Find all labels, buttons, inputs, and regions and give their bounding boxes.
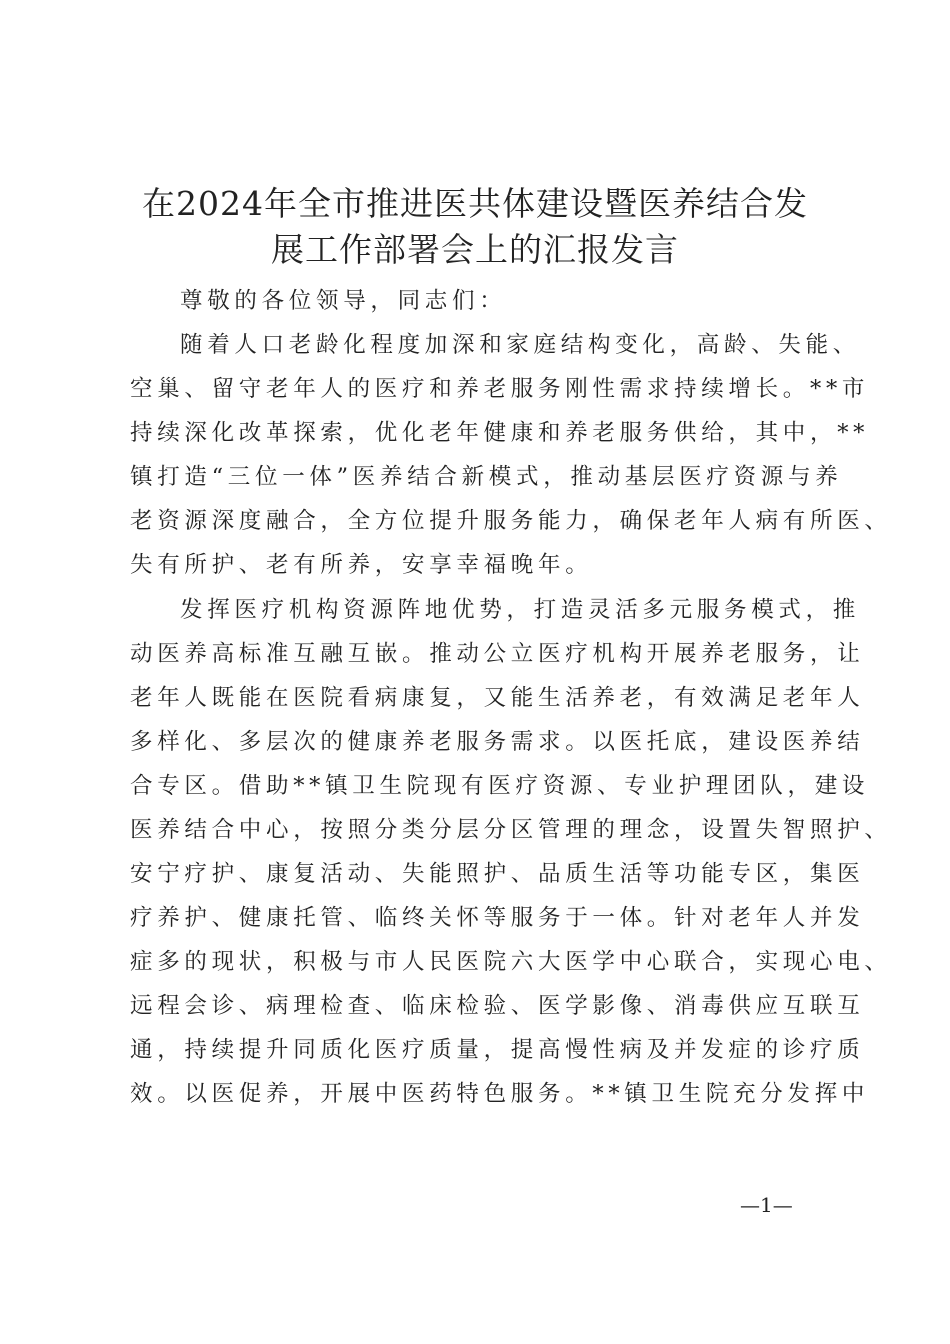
document-title-line-2: 展工作部署会上的汇报发言: [271, 230, 679, 269]
paragraph-line: 通，持续提升同质化医疗质量，提高慢性病及并发症的诊疗质: [130, 1037, 865, 1063]
paragraph-line: 镇打造“三位一体”医养结合新模式，推动基层医疗资源与养: [130, 464, 843, 490]
paragraph-line: 动医养高标准互融互嵌。推动公立医疗机构开展养老服务，让: [130, 641, 865, 667]
page-number: —1—: [740, 1193, 793, 1217]
paragraph-line: 合专区。借助**镇卫生院现有医疗资源、专业护理团队，建设: [130, 773, 870, 799]
paragraph-line: 效。以医促养，开展中医药特色服务。**镇卫生院充分发挥中: [130, 1081, 870, 1107]
paragraph-line: 疗养护、健康托管、临终关怀等服务于一体。针对老年人并发: [130, 905, 865, 931]
paragraph-line: 医养结合中心，按照分类分层分区管理的理念，设置失智照护、: [130, 817, 892, 843]
paragraph-line: 空巢、留守老年人的医疗和养老服务刚性需求持续增长。**市: [130, 376, 870, 402]
paragraph-line: 失有所护、老有所养，安享幸福晚年。: [130, 552, 593, 578]
paragraph-line: 症多的现状，积极与市人民医院六大医学中心联合，实现心电、: [130, 949, 892, 975]
document-title-line-1: 在2024年全市推进医共体建设暨医养结合发: [142, 184, 808, 223]
paragraph-line: 多样化、多层次的健康养老服务需求。以医托底，建设医养结: [130, 729, 865, 755]
paragraph-line: 持续深化改革探索，优化老年健康和养老服务供给，其中，**: [130, 420, 870, 446]
paragraph-line: 老年人既能在医院看病康复，又能生活养老，有效满足老年人: [130, 685, 865, 711]
paragraph-line: 远程会诊、病理检查、临床检验、医学影像、消毒供应互联互: [130, 993, 865, 1019]
paragraph-line: 随着人口老龄化程度加深和家庭结构变化，高龄、失能、: [180, 332, 861, 358]
paragraph-line: 发挥医疗机构资源阵地优势，打造灵活多元服务模式，推: [180, 597, 861, 623]
paragraph-line: 安宁疗护、康复活动、失能照护、品质生活等功能专区，集医: [130, 861, 865, 887]
paragraph-line: 老资源深度融合，全方位提升服务能力，确保老年人病有所医、: [130, 508, 892, 534]
salutation: 尊敬的各位领导，同志们：: [180, 288, 507, 314]
